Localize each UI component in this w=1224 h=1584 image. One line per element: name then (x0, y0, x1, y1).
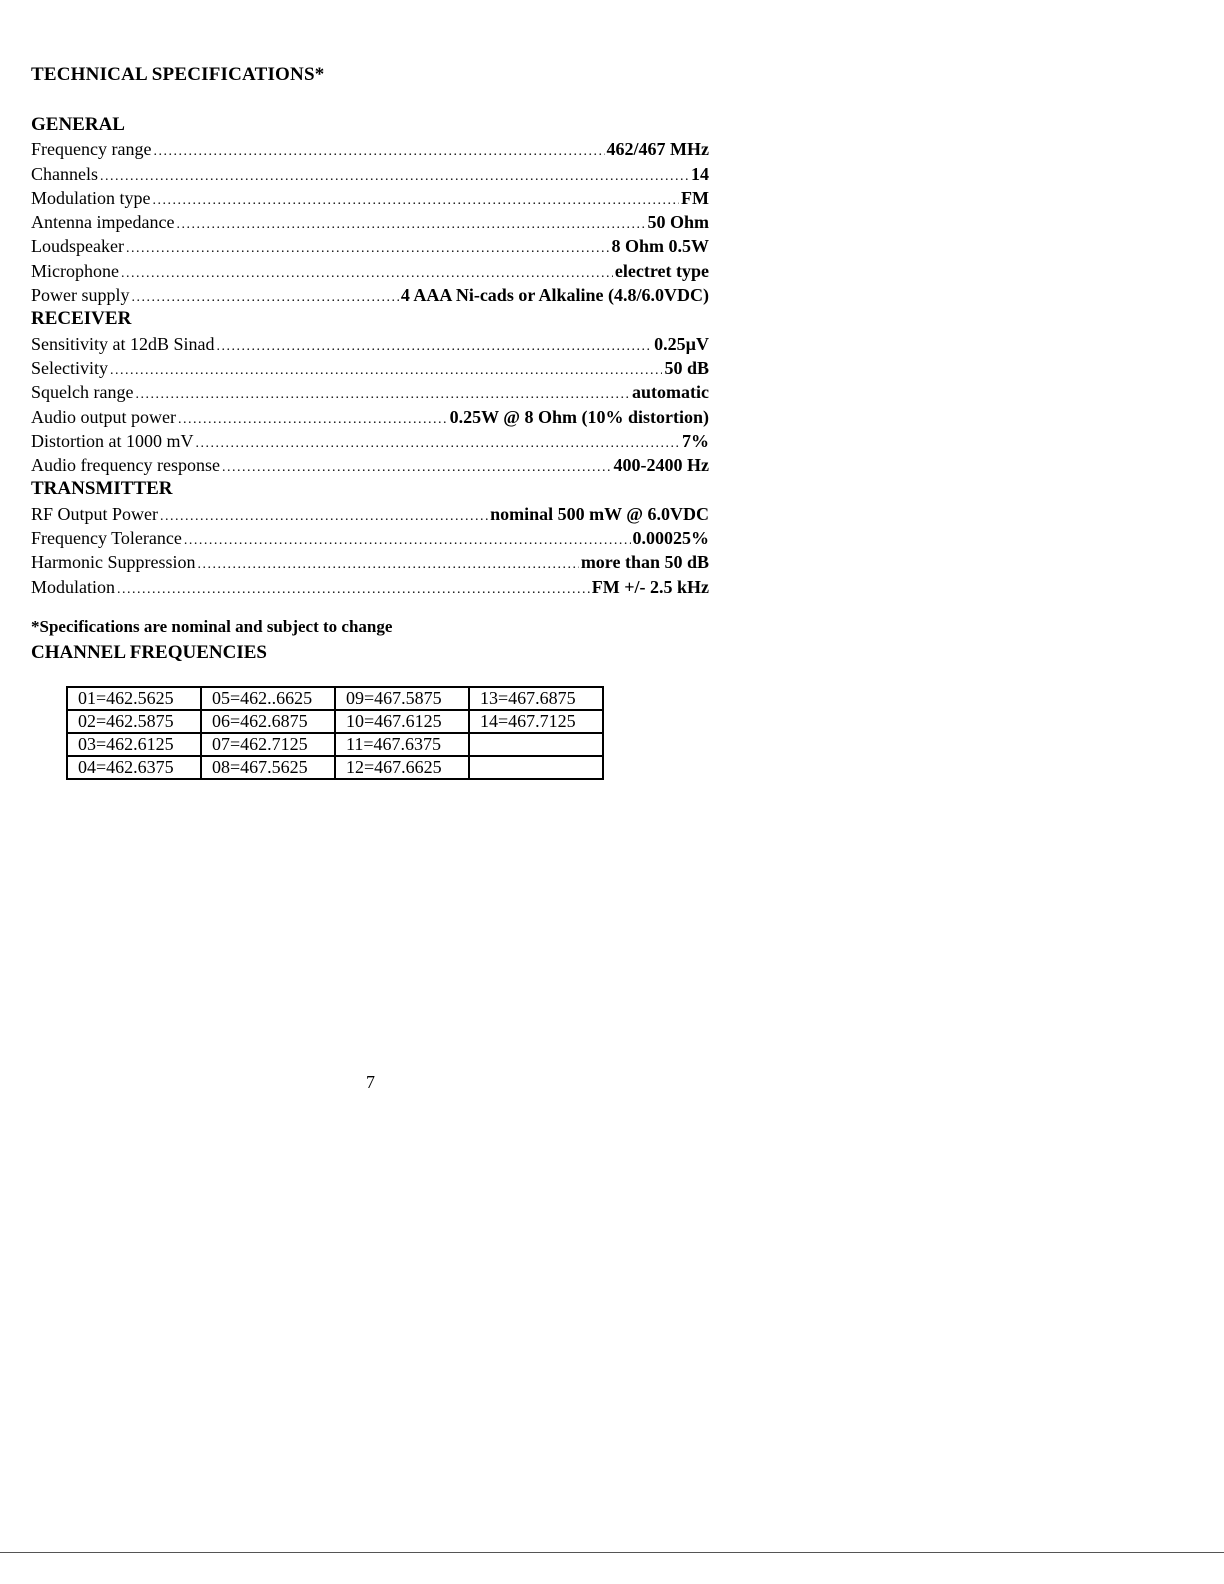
table-cell: 05=462..6625 (201, 687, 335, 710)
spec-label: RF Output Power (31, 503, 159, 524)
dot-leader (117, 578, 590, 602)
spec-label: Audio output power (31, 406, 176, 427)
table-cell: 12=467.6625 (335, 756, 469, 779)
spec-label: Audio frequency response (31, 455, 220, 476)
spec-row (31, 550, 709, 574)
spec-value: 0.25W @ 8 Ohm (10% distortion) (449, 406, 709, 427)
dot-leader (176, 213, 645, 237)
page-title: TECHNICAL SPECIFICATIONS* (31, 64, 325, 85)
channel-frequency-table (66, 686, 604, 780)
spec-label: Antenna impedance (31, 212, 175, 233)
spec-row (31, 283, 709, 307)
dot-leader (184, 529, 631, 553)
dot-leader (160, 505, 488, 529)
spec-value: 8 Ohm 0.5W (611, 236, 709, 257)
spec-label: Harmonic Suppression (31, 552, 196, 573)
spec-row (31, 186, 709, 210)
footnote: *Specifications are nominal and subject to change (31, 617, 393, 636)
spec-row (31, 405, 709, 429)
table-cell: 13=467.6875 (469, 687, 603, 710)
spec-value: 4 AAA Ni-cads or Alkaline (4.8/6.0VDC) (400, 285, 709, 306)
table-cell: 10=467.6125 (335, 710, 469, 733)
spec-value: 462/467 MHz (606, 139, 709, 160)
spec-label: Power supply (31, 285, 130, 306)
spec-label: Squelch range (31, 382, 134, 403)
table-cell: 08=467.5625 (201, 756, 335, 779)
section-heading-general: GENERAL (31, 114, 125, 135)
table-cell: 09=467.5875 (335, 687, 469, 710)
table-cell: 14=467.7125 (469, 710, 603, 733)
table-row (67, 756, 603, 779)
bottom-divider (0, 1552, 1224, 1553)
table-row (67, 687, 603, 710)
spec-row (31, 210, 709, 234)
spec-row (31, 332, 709, 356)
spec-value: nominal 500 mW @ 6.0VDC (490, 503, 709, 524)
table-cell: 02=462.5875 (67, 710, 201, 733)
dot-leader (132, 286, 399, 310)
table-row (67, 733, 603, 756)
table-cell: 06=462.6875 (201, 710, 335, 733)
spec-row (31, 429, 709, 453)
spec-row (31, 234, 709, 258)
spec-value: automatic (632, 382, 709, 403)
spec-label: Sensitivity at 12dB Sinad (31, 333, 215, 354)
spec-value: 7% (682, 430, 709, 451)
spec-list (31, 113, 709, 599)
dot-leader (153, 140, 604, 164)
spec-value: FM +/- 2.5 kHz (591, 576, 709, 597)
spec-label: Loudspeaker (31, 236, 124, 257)
dot-leader (100, 165, 689, 189)
dot-leader (217, 335, 653, 359)
spec-row (31, 453, 709, 477)
spec-value: 0.25µV (654, 333, 709, 354)
spec-row (31, 162, 709, 186)
section-heading-transmitter: TRANSMITTER (31, 478, 173, 500)
dot-leader (153, 189, 680, 213)
table-cell: 04=462.6375 (67, 756, 201, 779)
spec-label: Microphone (31, 260, 119, 281)
spec-row (31, 526, 709, 550)
table-cell: 01=462.5625 (67, 687, 201, 710)
spec-row (31, 380, 709, 404)
spec-value: 14 (691, 163, 709, 184)
spec-value: more than 50 dB (580, 552, 709, 573)
table-cell: 03=462.6125 (67, 733, 201, 756)
spec-value: 50 dB (664, 357, 709, 378)
spec-value: 0.00025% (632, 528, 709, 549)
dot-leader (110, 359, 662, 383)
spec-label: Modulation (31, 576, 115, 597)
spec-row (31, 575, 709, 599)
spec-label: Selectivity (31, 357, 108, 378)
dot-leader (178, 408, 448, 432)
channel-frequencies-heading: CHANNEL FREQUENCIES (31, 642, 267, 663)
dot-leader (126, 237, 610, 261)
spec-row (31, 259, 709, 283)
spec-value: FM (681, 187, 709, 208)
spec-label: Frequency Tolerance (31, 528, 182, 549)
spec-row (31, 137, 709, 161)
dot-leader (196, 432, 681, 456)
table-cell: 11=467.6375 (335, 733, 469, 756)
table-cell: 07=462.7125 (201, 733, 335, 756)
spec-row (31, 502, 709, 526)
page-number: 7 (366, 1072, 375, 1092)
table-cell (469, 733, 603, 756)
spec-value: 400-2400 Hz (613, 455, 709, 476)
dot-leader (197, 553, 578, 577)
spec-row (31, 356, 709, 380)
dot-leader (222, 456, 612, 480)
table-cell (469, 756, 603, 779)
spec-label: Frequency range (31, 139, 152, 160)
spec-value: electret type (614, 260, 709, 281)
spec-label: Distortion at 1000 mV (31, 430, 194, 451)
spec-label: Modulation type (31, 187, 151, 208)
spec-label: Channels (31, 163, 98, 184)
section-heading-receiver: RECEIVER (31, 308, 132, 330)
spec-value: 50 Ohm (647, 212, 709, 233)
table-row (67, 710, 603, 733)
